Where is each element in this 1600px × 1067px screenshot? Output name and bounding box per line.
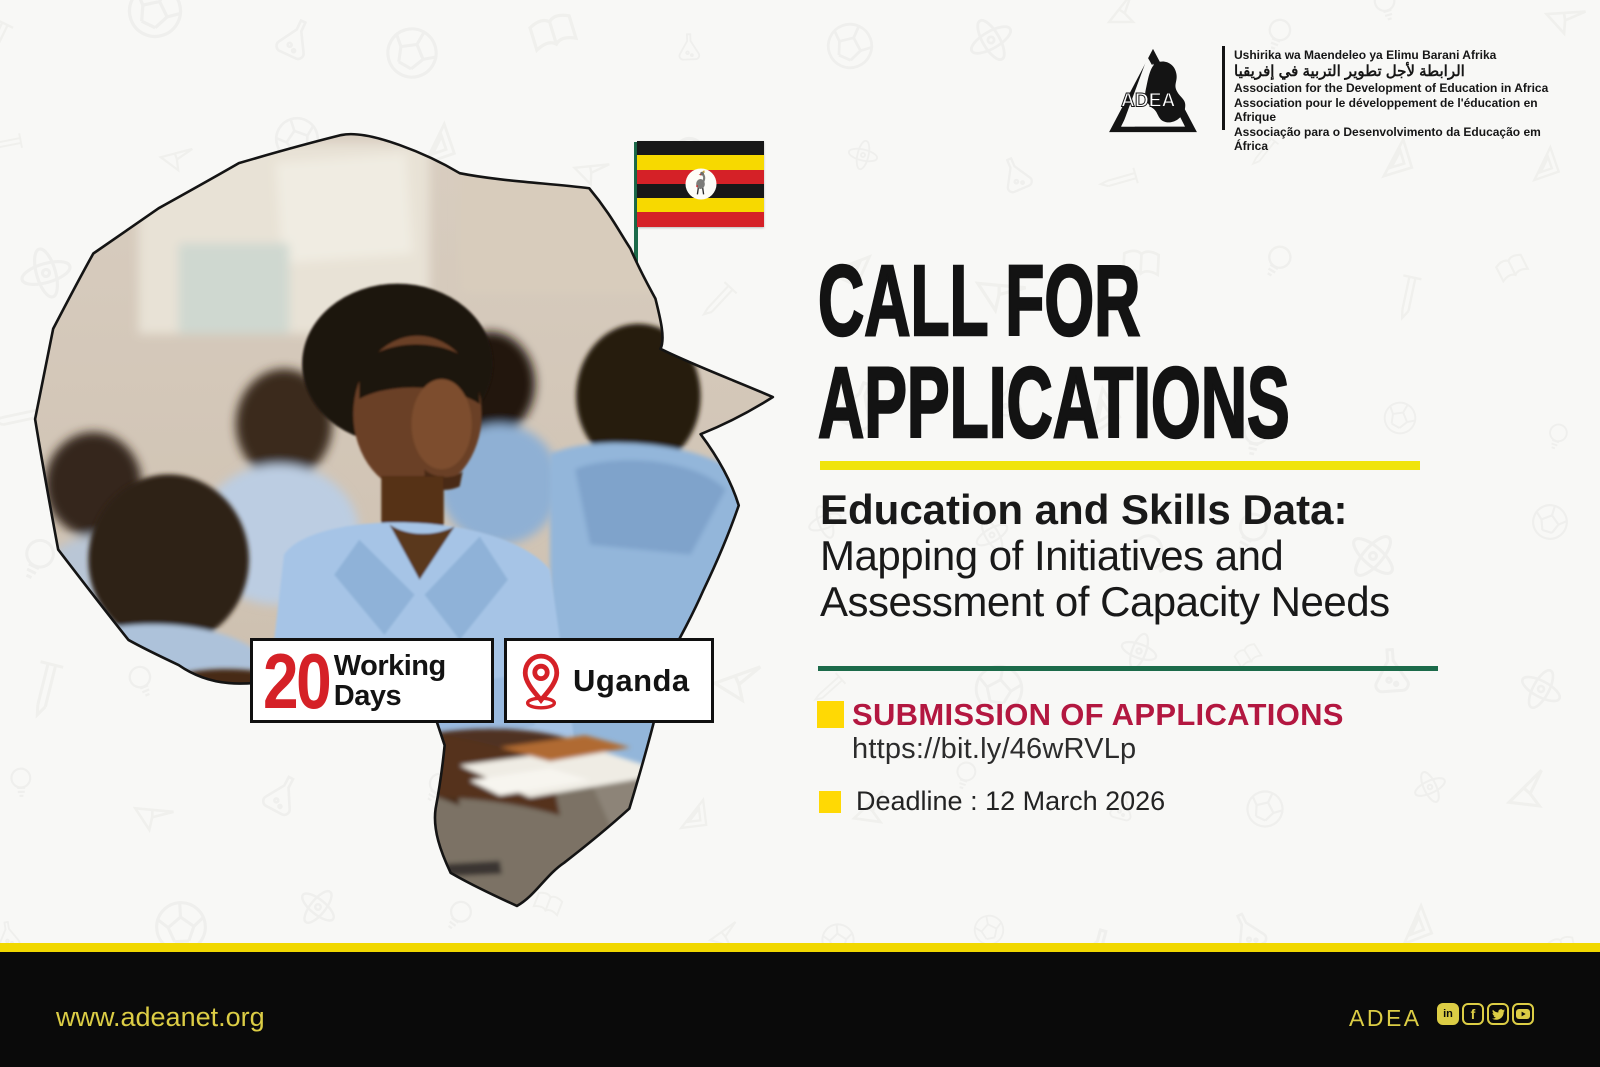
org-name-english: Association for the Development of Education in Africa (1234, 81, 1549, 95)
yellow-bullet-submission (817, 701, 844, 728)
footer-brand: ADEA (1349, 1005, 1422, 1031)
submission-heading: SUBMISSION OF APPLICATIONS (852, 697, 1344, 732)
africa-map-photo (28, 123, 786, 921)
youtube-icon[interactable] (1512, 1003, 1534, 1025)
footer-website-link[interactable]: www.adeanet.org (56, 1002, 265, 1032)
yellow-rule (820, 461, 1420, 470)
logo-divider (1222, 46, 1225, 130)
subtitle (820, 487, 1390, 625)
location-label: Uganda (573, 662, 690, 698)
subtitle-bold: Education and Skills Data: (820, 486, 1348, 533)
adea-logo-text: ADEA (1120, 90, 1176, 112)
org-name-arabic: الرابطة لأجل تطوير التربية في إفريقيا (1234, 63, 1465, 80)
adea-org-names (1234, 48, 1564, 154)
duration-value: 20 (263, 636, 330, 725)
location-pin-icon (519, 651, 563, 711)
page-title (818, 245, 1290, 459)
duration-label: Working Days (333, 649, 446, 712)
org-name-portuguese: Associação para o Desenvolvimento da Educação em África (1234, 124, 1541, 153)
yellow-bullet-deadline (819, 791, 841, 813)
title-line-1: CALL FOR (818, 245, 1141, 357)
org-name-swahili: Ushirika wa Maendeleo ya Elimu Barani Afrika (1234, 48, 1497, 62)
linkedin-icon[interactable]: in (1437, 1003, 1459, 1025)
green-rule (818, 666, 1438, 671)
facebook-icon[interactable]: f (1462, 1003, 1484, 1025)
subtitle-line-3: Assessment of Capacity Needs (820, 578, 1390, 625)
adea-logo-icon (1106, 48, 1200, 134)
footer-bar (0, 952, 1600, 1067)
twitter-icon[interactable] (1487, 1003, 1509, 1025)
submission-url-link[interactable]: https://bit.ly/46wRVLp (852, 733, 1137, 765)
title-line-2: APPLICATIONS (818, 347, 1290, 459)
duration-badge (250, 638, 494, 723)
subtitle-line-2: Mapping of Initiatives and (820, 532, 1284, 579)
footer-yellow-strip (0, 943, 1600, 952)
deadline-text: Deadline : 12 March 2026 (856, 786, 1166, 816)
org-name-french: Association pour le développement de l'éducation en Afrique (1234, 95, 1538, 124)
location-badge (504, 638, 714, 723)
